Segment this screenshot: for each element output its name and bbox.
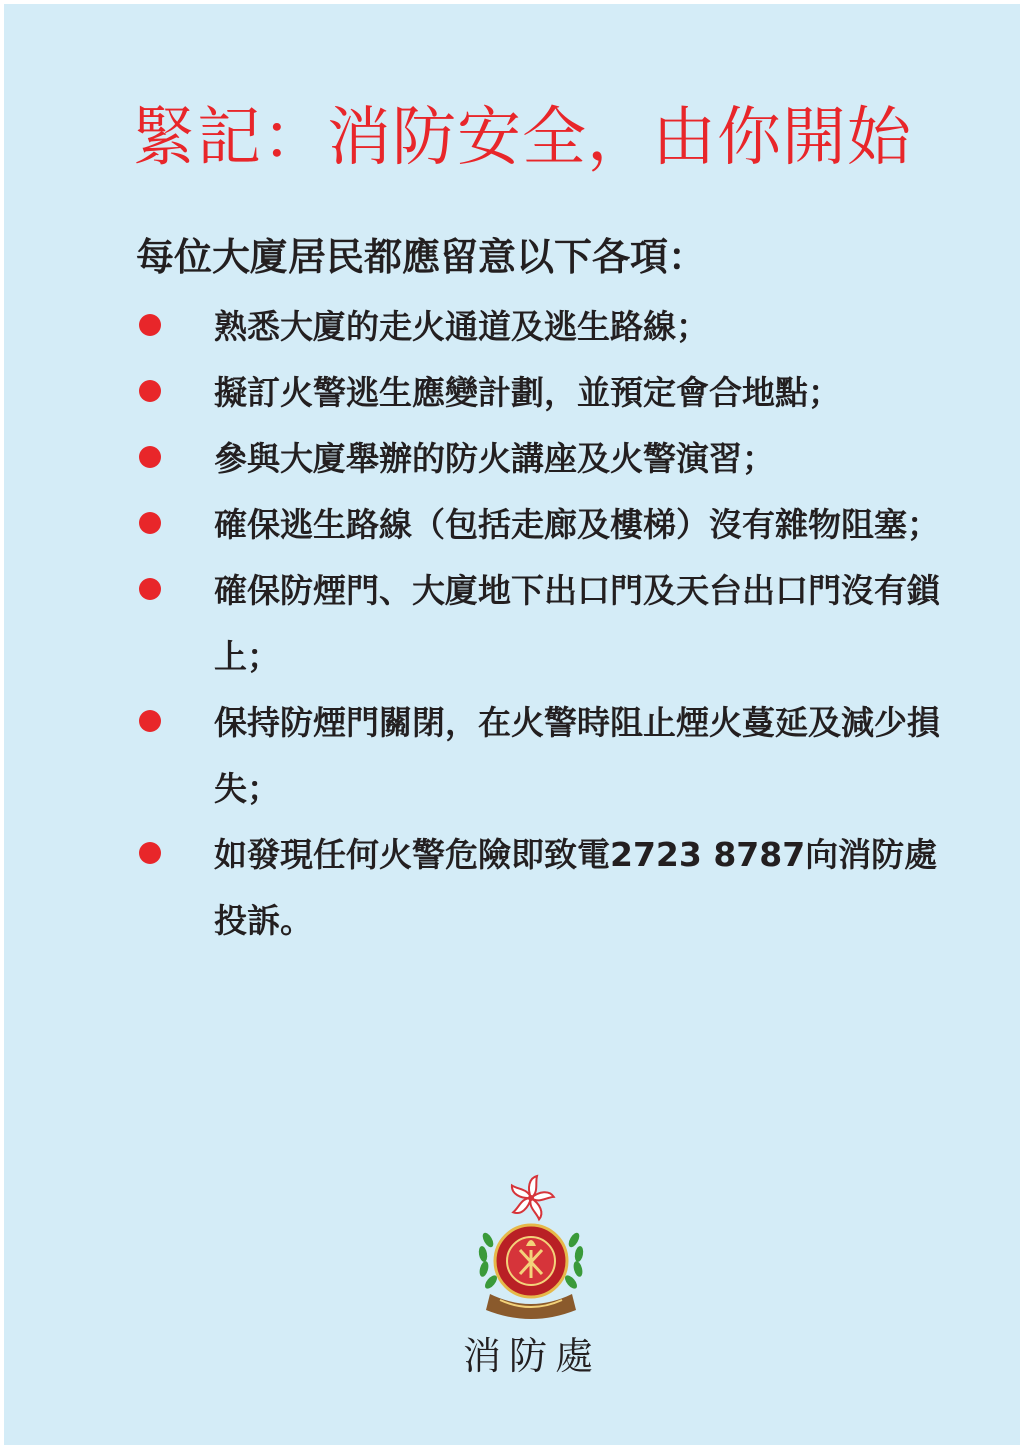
bullet-icon	[139, 578, 161, 600]
fire-services-emblem-icon	[470, 1170, 592, 1330]
poster-title: 緊記：消防安全，由你開始	[132, 101, 912, 175]
bullet-icon	[139, 380, 161, 402]
list-item-text: 如發現任何火警危險即致電2723 8787向消防處投訴。	[214, 835, 938, 940]
list-item-text: 確保逃生路線（包括走廊及樓梯）沒有雜物阻塞；	[214, 505, 940, 544]
list-item-text: 熟悉大廈的走火通道及逃生路線；	[214, 307, 709, 346]
bullet-icon	[139, 842, 161, 864]
bullet-icon	[139, 446, 161, 468]
list-item-text: 保持防煙門關閉，在火警時阻止煙火蔓延及減少損失；	[214, 703, 940, 808]
list-item-text: 參與大廈舉辦的防火講座及火警演習；	[214, 439, 775, 478]
list-item	[134, 294, 944, 360]
bullet-icon	[139, 314, 161, 336]
list-item-text: 擬訂火警逃生應變計劃，並預定會合地點；	[214, 373, 841, 412]
intro-heading: 每位大廈居民都應留意以下各項：	[136, 235, 707, 279]
list-item	[134, 822, 944, 954]
list-item	[134, 558, 944, 690]
department-name: 消防處	[462, 1334, 601, 1378]
list-item	[134, 690, 944, 822]
bullet-icon	[139, 512, 161, 534]
list-item	[134, 492, 944, 558]
list-item-text: 確保防煙門、大廈地下出口門及天台出口門沒有鎖上；	[214, 571, 940, 676]
bullet-icon	[139, 710, 161, 732]
list-item	[134, 360, 944, 426]
list-item	[134, 426, 944, 492]
safety-checklist	[134, 294, 954, 954]
poster-panel	[4, 4, 1020, 1445]
